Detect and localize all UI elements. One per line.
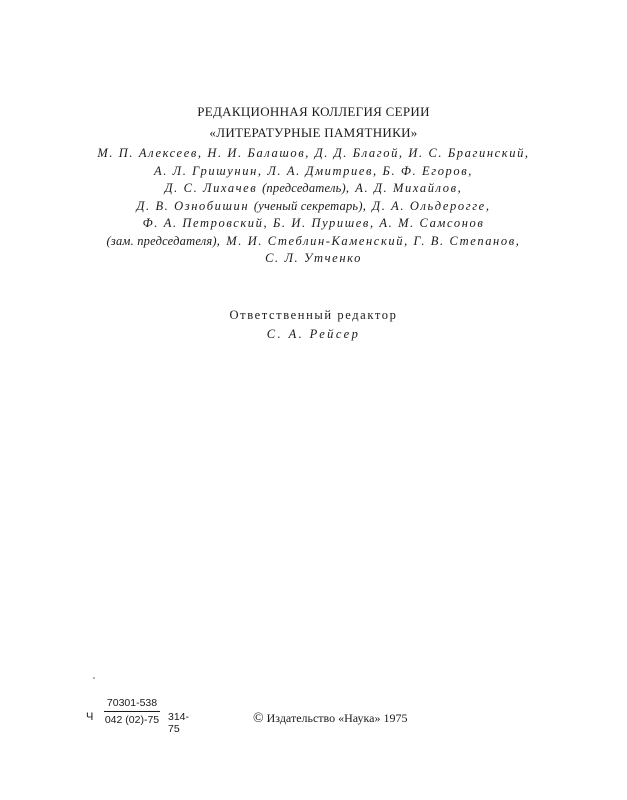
- copyright-text: Издательство «Наука» 1975: [263, 711, 408, 725]
- copyright-icon: ©: [253, 711, 264, 726]
- board-names: А. Л. Гришунин, Л. А. Дмитриев, Б. Ф. Егоров,: [153, 163, 474, 178]
- board-role-note: (зам. председателя): [106, 233, 217, 248]
- board-role-note: (ученый секретарь): [253, 198, 363, 213]
- board-names: , Д. А. Ольдерогге,: [362, 198, 491, 213]
- paper-speck: [93, 677, 95, 679]
- board-names: , М. И. Стеблин-Каменский, Г. В. Степанов,: [216, 233, 521, 248]
- board-line-3: [0, 180, 627, 198]
- imprint-suffix: 314-75: [168, 711, 190, 735]
- board-names: Д. С. Лихачев: [164, 181, 263, 195]
- series-title-line-1: РЕДАКЦИОННАЯ КОЛЛЕГИЯ СЕРИИ: [197, 104, 430, 119]
- series-title-line-2: «ЛИТЕРАТУРНЫЕ ПАМЯТНИКИ»: [209, 125, 418, 140]
- board-line-6: [0, 233, 627, 251]
- board-names: Ф. А. Петровский, Б. И. Пуришев, А. М. Самсонов: [142, 216, 485, 230]
- board-names: М. П. Алексеев, Н. И. Балашов, Д. Д. Благой, И. С. Брагинский,: [97, 146, 530, 160]
- board-names: Д. В. Ознобишин: [136, 198, 254, 213]
- series-title: [0, 101, 627, 143]
- board-line-1: [0, 145, 627, 163]
- board-line-2: [0, 163, 627, 181]
- board-line-5: [0, 215, 627, 233]
- board-role-note: (председатель): [262, 181, 346, 195]
- board-names: , А. Д. Михайлов,: [345, 181, 463, 195]
- imprint-prefix: Ч: [86, 711, 94, 723]
- editorial-board-list: [0, 145, 627, 268]
- board-names: С. Л. Утченко: [265, 251, 362, 265]
- responsible-editor-name: С. А. Рейсер: [266, 327, 361, 341]
- copyright-line: [253, 711, 408, 727]
- responsible-editor-label: Ответственный редактор: [229, 308, 398, 322]
- responsible-editor: [0, 306, 627, 344]
- imprint-numerator: 70301-538: [106, 697, 158, 709]
- board-line-7: [0, 250, 627, 268]
- imprint-denominator: 042 (02)-75: [104, 714, 160, 726]
- imprint-fraction: [102, 697, 162, 726]
- board-line-4: [0, 198, 627, 216]
